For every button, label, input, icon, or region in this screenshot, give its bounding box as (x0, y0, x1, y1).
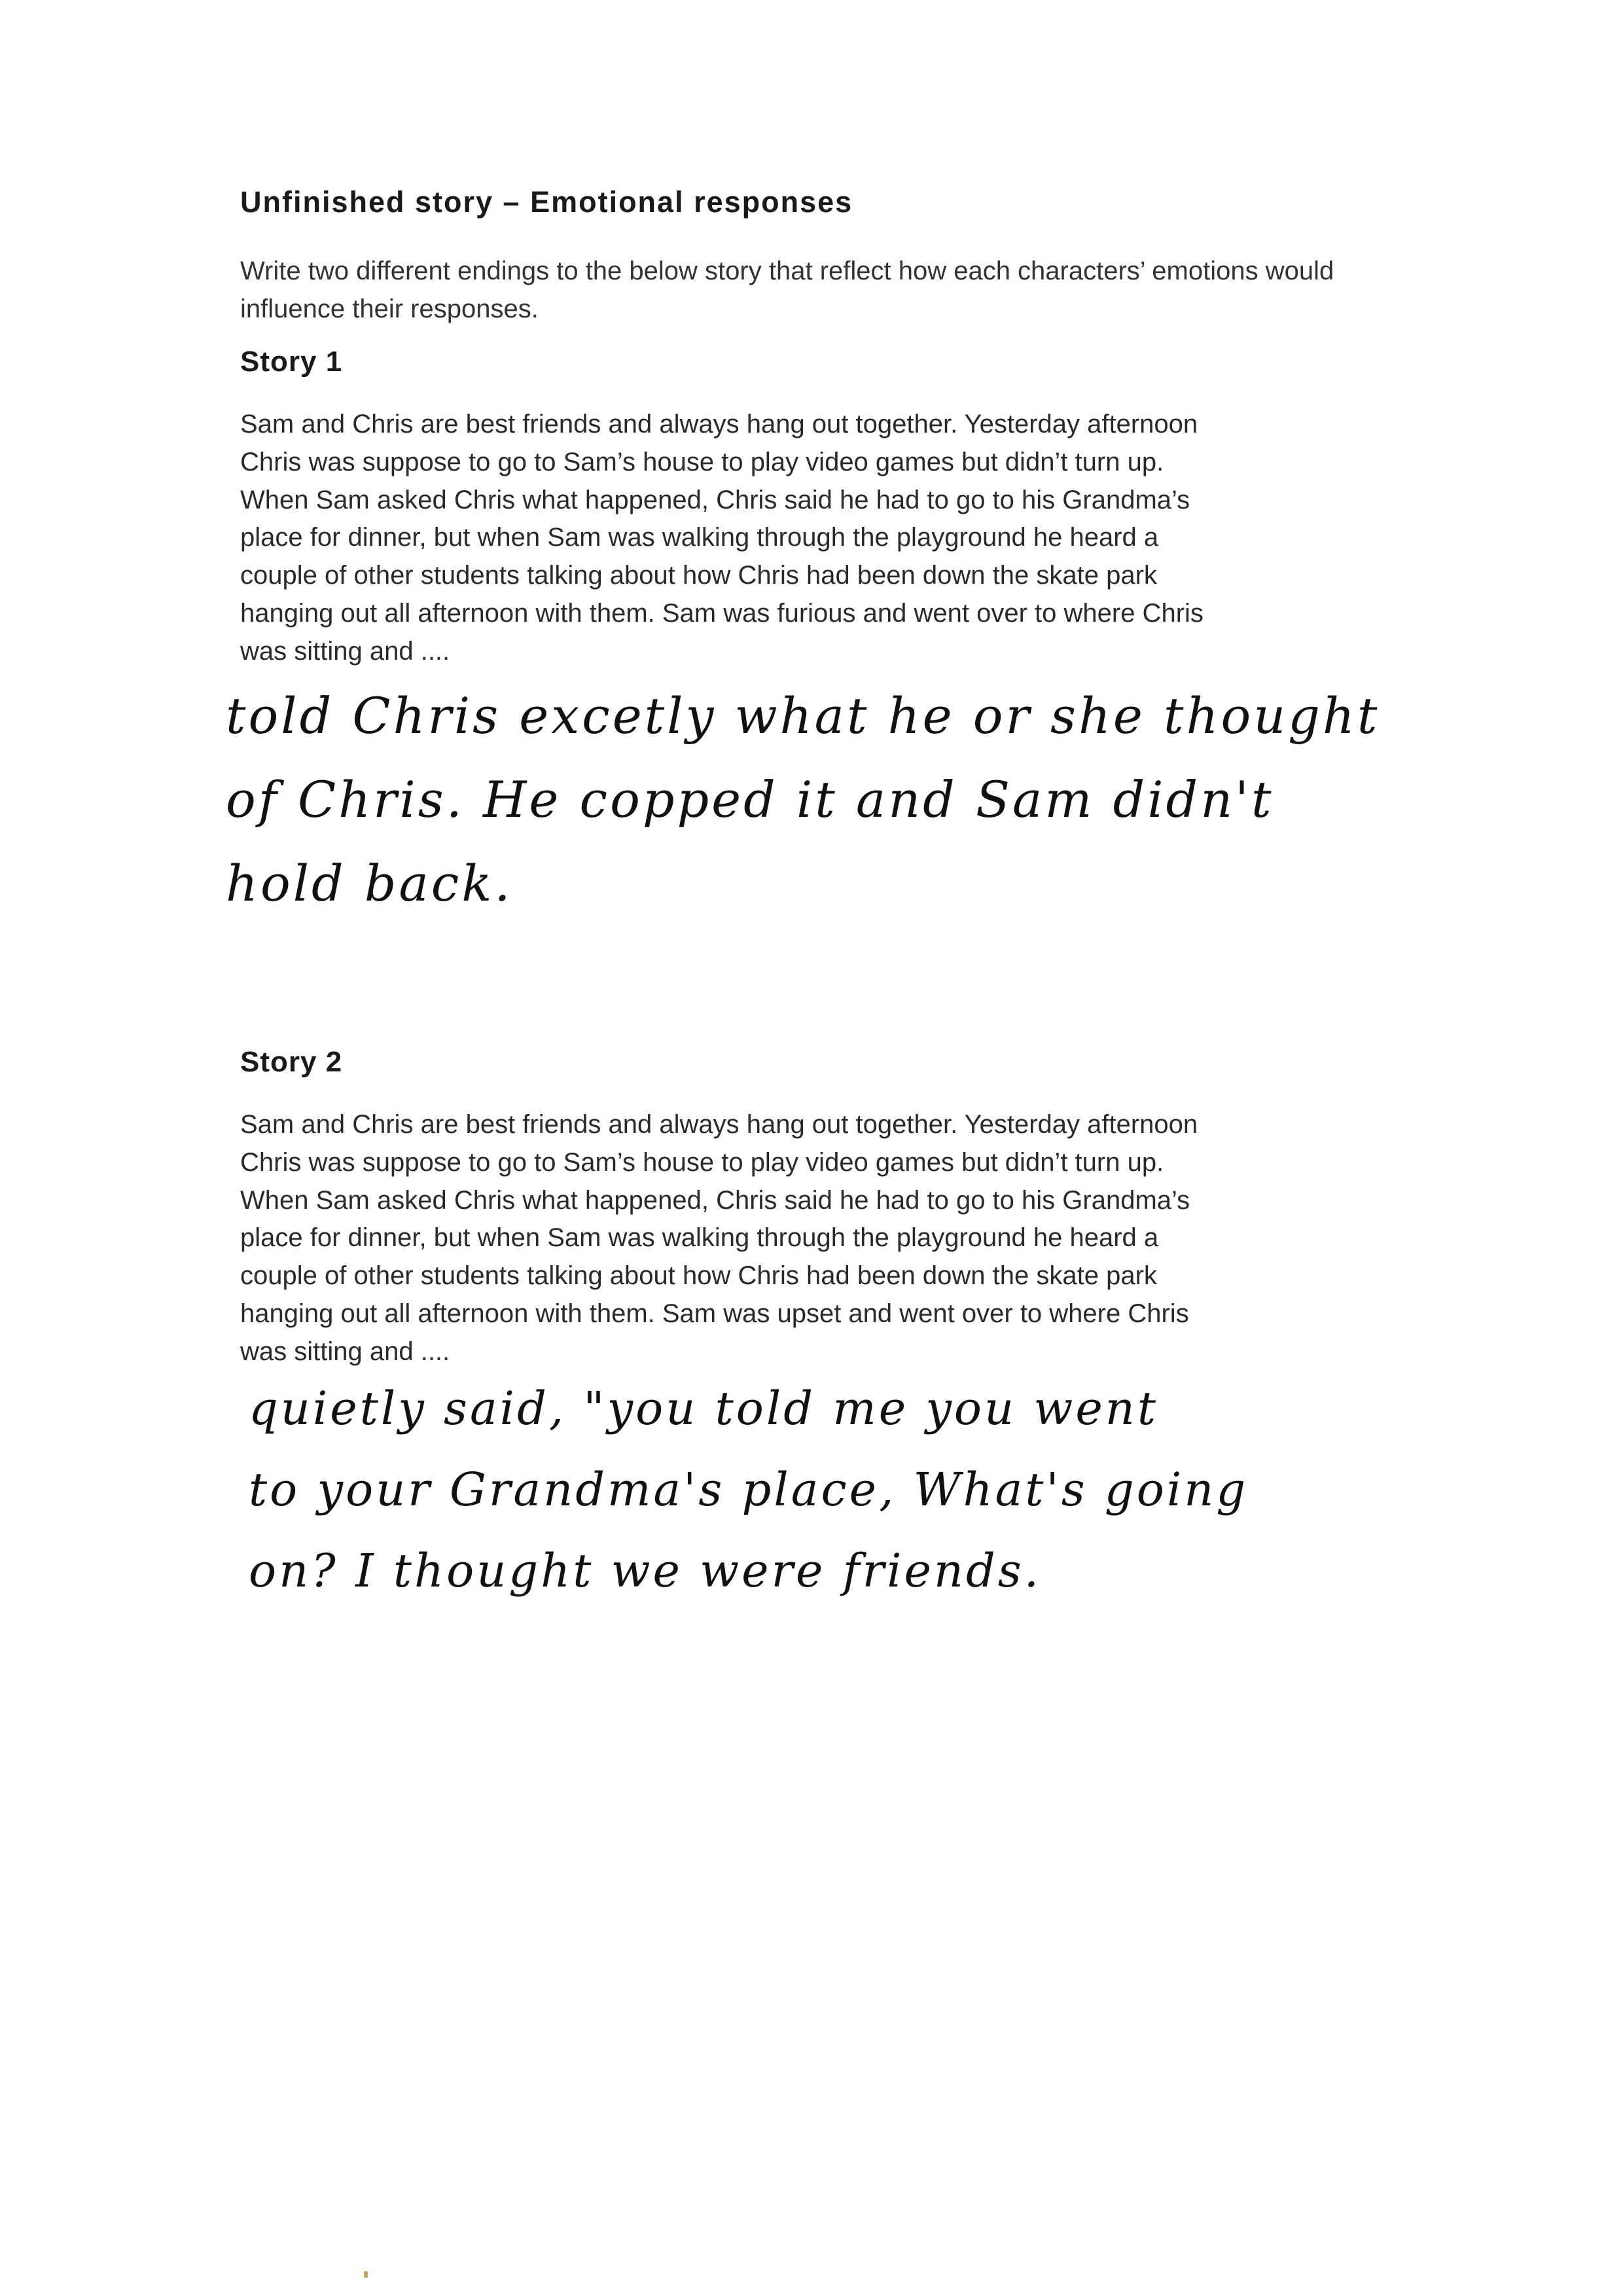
story-2-line: When Sam asked Chris what happened, Chris said he had to go to his Grandma’s (240, 1185, 1190, 1215)
instructions-text: Write two different endings to the below story that reflect how each characters’ emotions would influence their responses. (240, 257, 1334, 323)
story-1-line: couple of other students talking about how Chris had been down the skate park (240, 561, 1157, 590)
story-1-title: Story 1 (240, 346, 343, 378)
worksheet-heading: Unfinished story – Emotional responses (240, 185, 853, 219)
story-1-line: place for dinner, but when Sam was walking through the playground he heard a (240, 523, 1159, 552)
story-2-line: hanging out all afternoon with them. Sam was upset and went over to where Chris (240, 1299, 1189, 1328)
story-1-line: Sam and Chris are best friends and always hang out together. Yesterday afternoon (240, 410, 1198, 439)
story-1-text (240, 406, 1392, 671)
story-2-line: Sam and Chris are best friends and always hang out together. Yesterday afternoon (240, 1110, 1198, 1139)
story-2-line: couple of other students talking about how Chris had been down the skate park (240, 1261, 1157, 1291)
story-1-line: was sitting and .... (240, 636, 450, 666)
story-1-answer-line: hold back. (226, 854, 513, 912)
scan-speck (364, 2271, 368, 2278)
story-2-answer-line: quietly said, "you told me you went (249, 1382, 1158, 1435)
story-2-title: Story 2 (240, 1046, 343, 1078)
story-1-handwritten-answer (226, 674, 1380, 925)
story-2-line: was sitting and .... (240, 1336, 450, 1366)
story-1-line: Chris was suppose to go to Sam’s house to play video games but didn’t turn up. (240, 447, 1164, 476)
story-2-line: place for dinner, but when Sam was walking through the playground he heard a (240, 1223, 1159, 1253)
story-2-text (240, 1106, 1392, 1371)
story-2-line: Chris was suppose to go to Sam’s house to play video games but didn’t turn up. (240, 1147, 1164, 1177)
story-1-line: hanging out all afternoon with them. Sam was furious and went over to where Chris (240, 598, 1204, 628)
story-2-handwritten-answer (249, 1368, 1248, 1611)
story-2-answer-line: to your Grandma's place, What's going (249, 1463, 1249, 1516)
story-1-answer-line: told Chris excetly what he or she thought (226, 687, 1380, 745)
story-1-answer-line: of Chris. He copped it and Sam didn't (226, 770, 1274, 829)
story-2-answer-line: on? I thought we were friends. (249, 1544, 1041, 1598)
story-1-line: When Sam asked Chris what happened, Chris said he had to go to his Grandma’s (240, 485, 1190, 514)
